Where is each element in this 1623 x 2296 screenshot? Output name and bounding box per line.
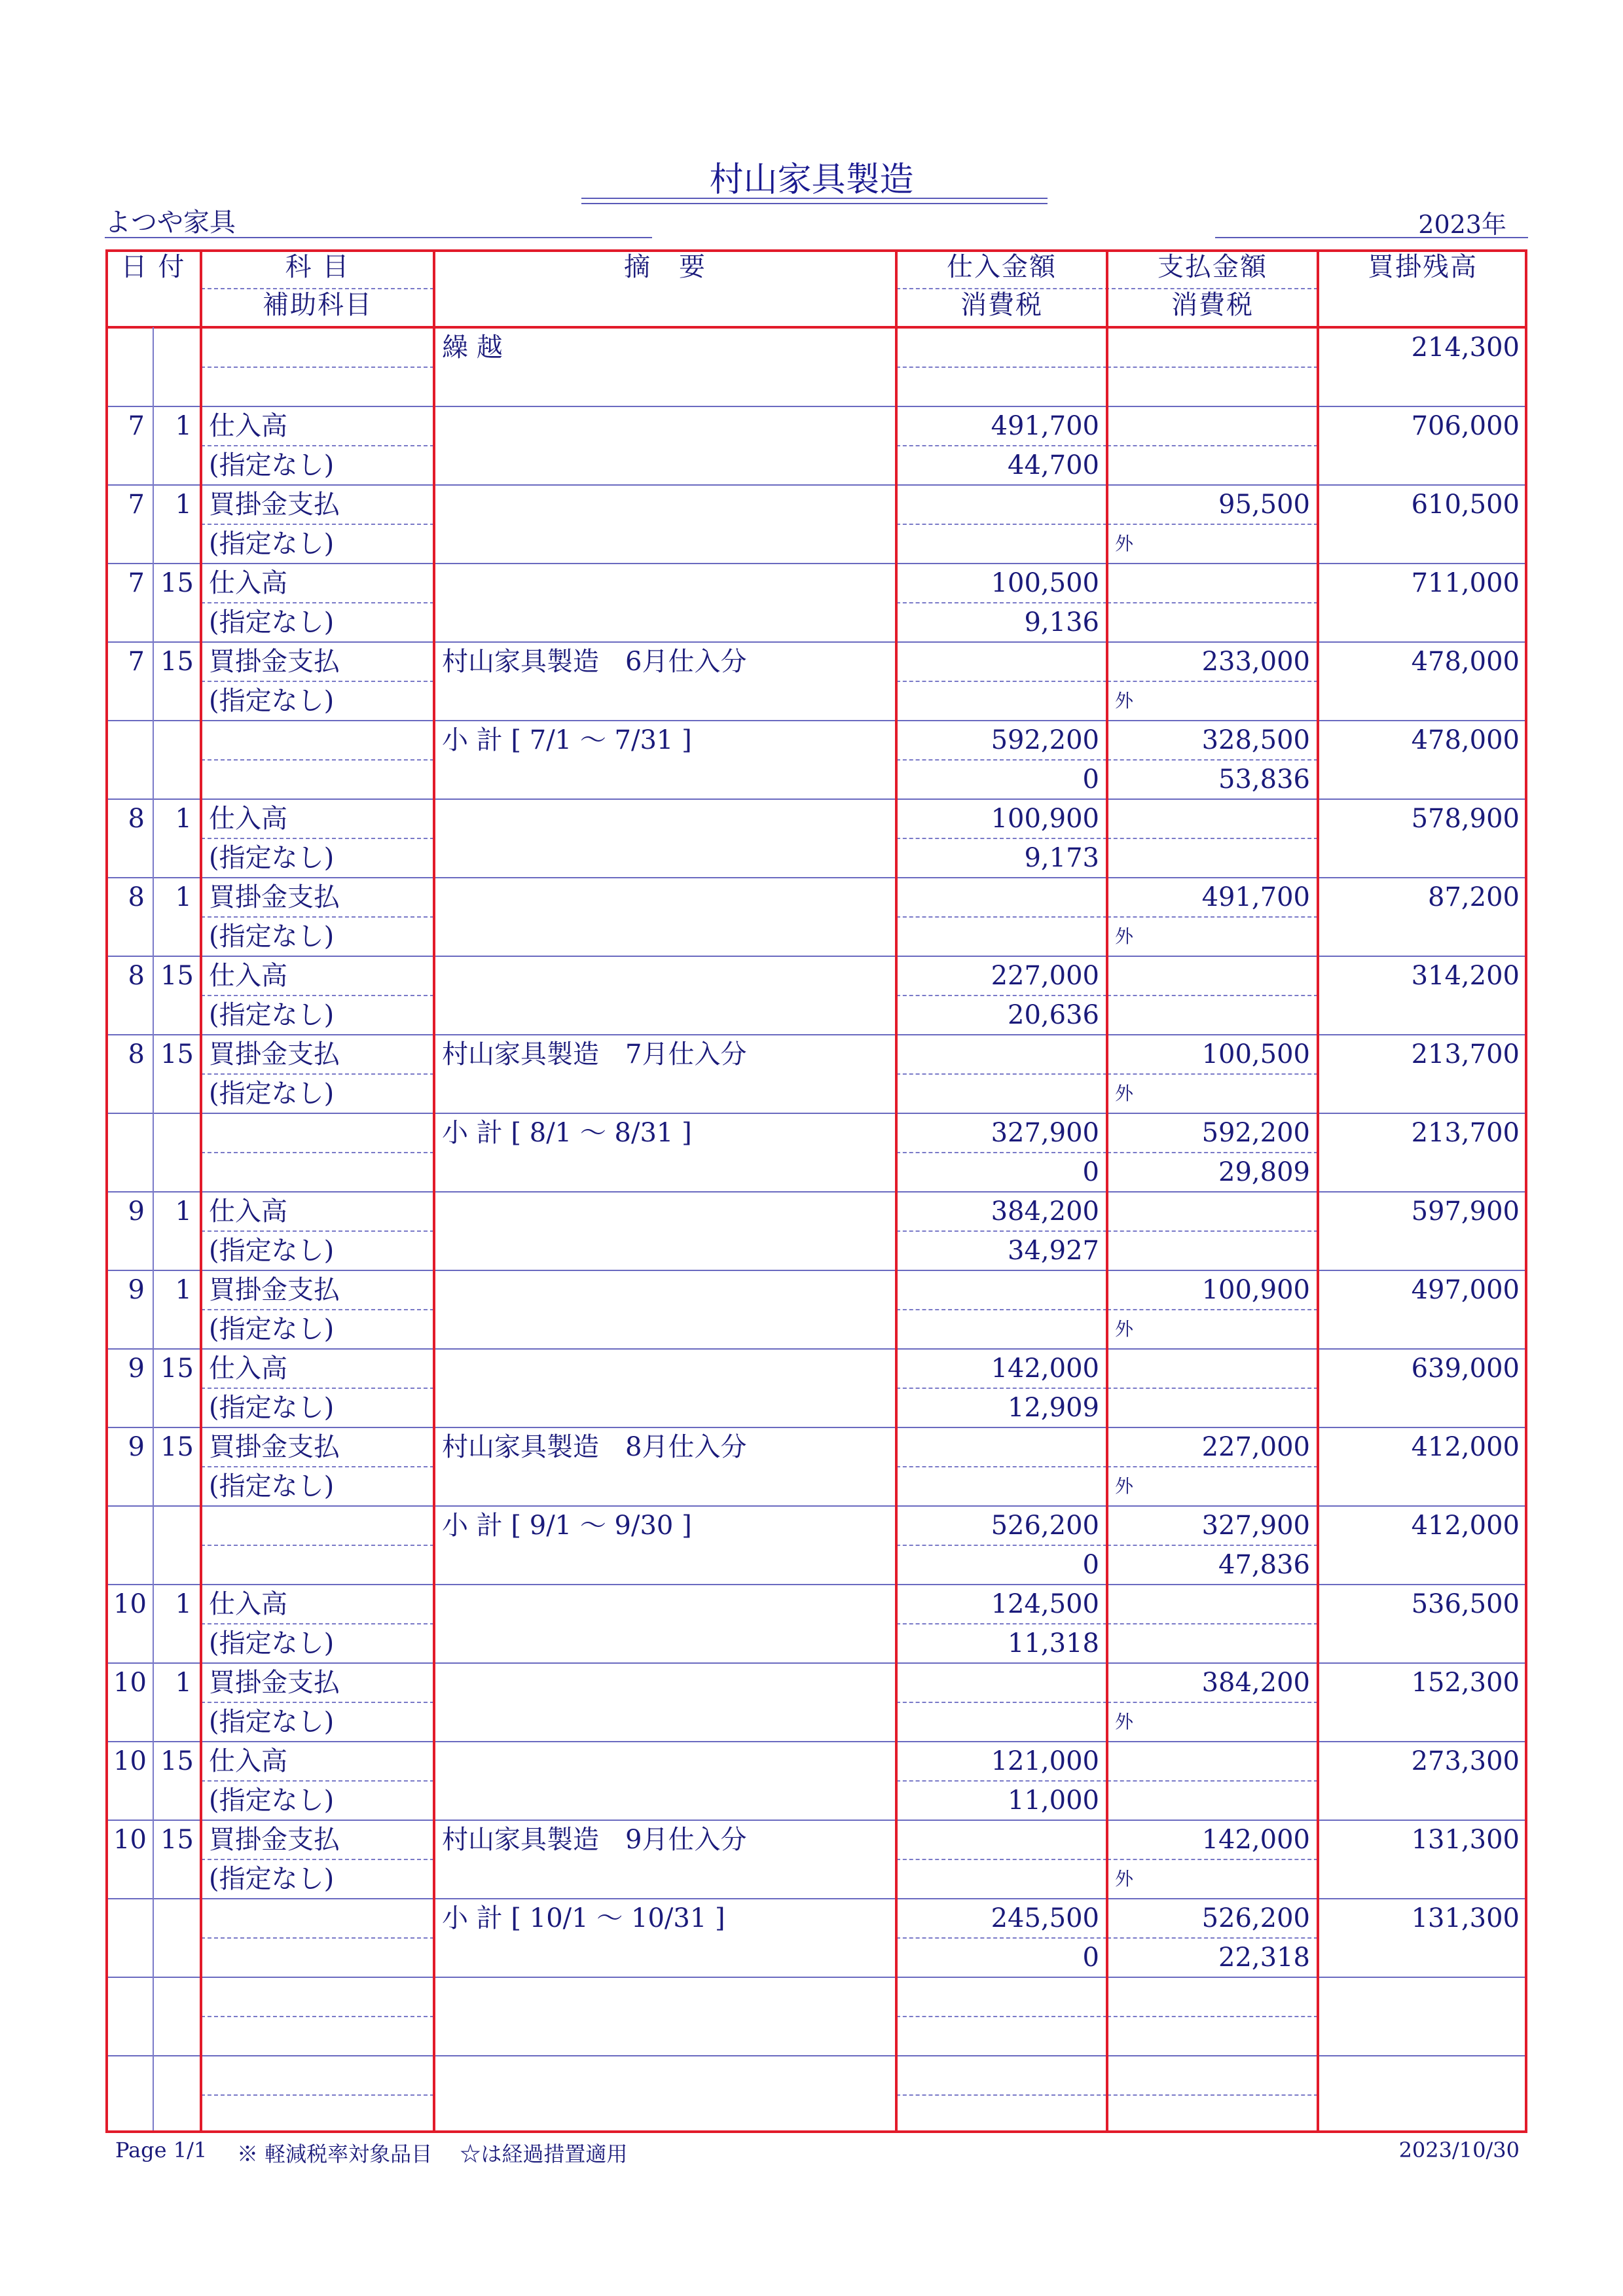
row-day: 1 bbox=[175, 882, 192, 912]
row-account: 仕入高 bbox=[209, 1589, 287, 1619]
fiscal-year: 2023年 bbox=[1418, 210, 1506, 239]
row-account: 買掛金支払 bbox=[209, 1275, 340, 1305]
row-account: 仕入高 bbox=[209, 1354, 287, 1384]
table-frame bbox=[105, 249, 1527, 2133]
row-purchase: 491,700 bbox=[991, 411, 1099, 441]
row-month: 7 bbox=[128, 568, 145, 598]
row-sub-account: (指定なし) bbox=[209, 1628, 335, 1659]
row-payment: 142,000 bbox=[1201, 1825, 1310, 1855]
header-sub-account: 補助科目 bbox=[263, 290, 373, 320]
header-payment-tax: 消費税 bbox=[1171, 290, 1254, 320]
row-day: 15 bbox=[160, 961, 194, 991]
row-balance: 214,300 bbox=[1411, 332, 1520, 363]
row-sub-account: (指定なし) bbox=[209, 607, 335, 637]
row-purchase: 245,500 bbox=[991, 1903, 1099, 1933]
row-memo: 繰 越 bbox=[442, 332, 503, 363]
row-month: 10 bbox=[113, 1589, 147, 1619]
row-sub-account: (指定なし) bbox=[209, 1864, 335, 1894]
header-balance: 買掛残高 bbox=[1368, 252, 1478, 282]
header-payment: 支払金額 bbox=[1158, 252, 1267, 282]
row-account: 仕入高 bbox=[209, 1196, 287, 1227]
row-day: 1 bbox=[175, 411, 192, 441]
row-purchase: 124,500 bbox=[991, 1589, 1099, 1619]
row-month: 7 bbox=[128, 647, 145, 677]
row-account: 買掛金支払 bbox=[209, 1432, 340, 1462]
row-month: 8 bbox=[128, 882, 145, 912]
row-balance: 639,000 bbox=[1411, 1354, 1520, 1384]
row-payment: 526,200 bbox=[1201, 1903, 1310, 1933]
row-sub-account: (指定なし) bbox=[209, 1000, 335, 1030]
row-balance: 706,000 bbox=[1411, 411, 1520, 441]
row-memo: 村山家具製造 6月仕入分 bbox=[442, 647, 747, 677]
row-month: 9 bbox=[128, 1196, 145, 1227]
header-date: 日 付 bbox=[120, 252, 186, 282]
row-balance: 131,300 bbox=[1411, 1903, 1520, 1933]
row-balance: 578,900 bbox=[1411, 804, 1520, 834]
row-day: 15 bbox=[160, 568, 194, 598]
row-memo: 小 計 [ 10/1 ～ 10/31 ] bbox=[442, 1903, 725, 1933]
row-sub-account: (指定なし) bbox=[209, 1707, 335, 1737]
row-purchase-tax: 0 bbox=[1082, 1157, 1099, 1187]
row-purchase: 100,900 bbox=[991, 804, 1099, 834]
row-payment: 592,200 bbox=[1201, 1118, 1310, 1148]
row-sub-account: (指定なし) bbox=[209, 1785, 335, 1816]
row-payment: 233,000 bbox=[1201, 647, 1310, 677]
row-payment-tax: 22,318 bbox=[1218, 1943, 1310, 1973]
print-date: 2023/10/30 bbox=[1398, 2138, 1520, 2162]
row-purchase: 142,000 bbox=[991, 1354, 1099, 1384]
row-account: 買掛金支払 bbox=[209, 1039, 340, 1069]
row-purchase-tax: 34,927 bbox=[1008, 1236, 1099, 1266]
row-month: 10 bbox=[113, 1668, 147, 1698]
row-payment-tax: 外 bbox=[1115, 1868, 1134, 1890]
row-account: 買掛金支払 bbox=[209, 1668, 340, 1698]
row-payment: 100,900 bbox=[1201, 1275, 1310, 1305]
row-memo: 村山家具製造 7月仕入分 bbox=[442, 1039, 747, 1069]
row-balance: 131,300 bbox=[1411, 1825, 1520, 1855]
header-memo: 摘 要 bbox=[624, 252, 706, 282]
ledger-table bbox=[105, 249, 1527, 2133]
header-account: 科 目 bbox=[285, 252, 350, 282]
row-month: 8 bbox=[128, 961, 145, 991]
row-account: 買掛金支払 bbox=[209, 490, 340, 520]
row-purchase: 526,200 bbox=[991, 1511, 1099, 1541]
row-payment-tax: 外 bbox=[1115, 690, 1134, 711]
document-title: 村山家具製造 bbox=[709, 160, 914, 200]
row-sub-account: (指定なし) bbox=[209, 922, 335, 952]
row-balance: 711,000 bbox=[1411, 568, 1520, 598]
row-day: 15 bbox=[160, 1746, 194, 1776]
row-payment-tax: 外 bbox=[1115, 925, 1134, 947]
row-day: 15 bbox=[160, 1432, 194, 1462]
client-name: よつや家具 bbox=[105, 207, 236, 238]
row-purchase-tax: 11,000 bbox=[1008, 1785, 1099, 1816]
row-month: 10 bbox=[113, 1825, 147, 1855]
row-purchase-tax: 20,636 bbox=[1008, 1000, 1099, 1030]
row-payment: 100,500 bbox=[1201, 1039, 1310, 1069]
row-purchase-tax: 0 bbox=[1082, 1943, 1099, 1973]
title-underline bbox=[581, 198, 1048, 199]
row-purchase: 100,500 bbox=[991, 568, 1099, 598]
header-purchase-tax: 消費税 bbox=[960, 290, 1043, 320]
row-month: 10 bbox=[113, 1746, 147, 1776]
row-payment: 491,700 bbox=[1201, 882, 1310, 912]
row-balance: 478,000 bbox=[1411, 647, 1520, 677]
row-payment: 95,500 bbox=[1218, 490, 1310, 520]
row-purchase: 384,200 bbox=[991, 1196, 1099, 1227]
row-purchase-tax: 9,173 bbox=[1024, 843, 1099, 873]
row-payment: 227,000 bbox=[1201, 1432, 1310, 1462]
row-payment: 384,200 bbox=[1201, 1668, 1310, 1698]
row-account: 仕入高 bbox=[209, 568, 287, 598]
client-underline bbox=[105, 237, 652, 238]
title-underline-double bbox=[581, 203, 1048, 204]
row-account: 買掛金支払 bbox=[209, 1825, 340, 1855]
row-account: 買掛金支払 bbox=[209, 647, 340, 677]
year-underline bbox=[1215, 237, 1528, 238]
row-account: 買掛金支払 bbox=[209, 882, 340, 912]
row-day: 15 bbox=[160, 1039, 194, 1069]
row-balance: 536,500 bbox=[1411, 1589, 1520, 1619]
row-memo: 村山家具製造 8月仕入分 bbox=[442, 1432, 747, 1462]
row-sub-account: (指定なし) bbox=[209, 1079, 335, 1109]
row-month: 8 bbox=[128, 1039, 145, 1069]
row-account: 仕入高 bbox=[209, 804, 287, 834]
row-purchase: 227,000 bbox=[991, 961, 1099, 991]
row-month: 7 bbox=[128, 411, 145, 441]
header-purchase: 仕入金額 bbox=[947, 252, 1057, 282]
row-sub-account: (指定なし) bbox=[209, 1314, 335, 1344]
row-month: 9 bbox=[128, 1354, 145, 1384]
row-month: 9 bbox=[128, 1432, 145, 1462]
row-day: 1 bbox=[175, 1668, 192, 1698]
row-account: 仕入高 bbox=[209, 961, 287, 991]
row-balance: 412,000 bbox=[1411, 1432, 1520, 1462]
row-month: 7 bbox=[128, 490, 145, 520]
row-balance: 497,000 bbox=[1411, 1275, 1520, 1305]
row-day: 1 bbox=[175, 804, 192, 834]
row-sub-account: (指定なし) bbox=[209, 529, 335, 559]
row-payment-tax: 外 bbox=[1115, 1083, 1134, 1104]
row-sub-account: (指定なし) bbox=[209, 450, 335, 480]
row-account: 仕入高 bbox=[209, 1746, 287, 1776]
row-day: 15 bbox=[160, 647, 194, 677]
row-payment-tax: 47,836 bbox=[1218, 1550, 1310, 1580]
row-payment-tax: 53,836 bbox=[1218, 764, 1310, 795]
row-month: 8 bbox=[128, 804, 145, 834]
row-balance: 314,200 bbox=[1411, 961, 1520, 991]
row-day: 1 bbox=[175, 490, 192, 520]
row-payment-tax: 外 bbox=[1115, 1318, 1134, 1340]
row-payment-tax: 29,809 bbox=[1218, 1157, 1310, 1187]
footer-note: ※ 軽減税率対象品目 ☆は経過措置適用 bbox=[237, 2142, 628, 2166]
row-balance: 412,000 bbox=[1411, 1511, 1520, 1541]
row-payment: 328,500 bbox=[1201, 725, 1310, 755]
row-balance: 213,700 bbox=[1411, 1039, 1520, 1069]
row-account: 仕入高 bbox=[209, 411, 287, 441]
row-purchase: 121,000 bbox=[991, 1746, 1099, 1776]
row-payment-tax: 外 bbox=[1115, 1711, 1134, 1732]
row-sub-account: (指定なし) bbox=[209, 686, 335, 716]
row-purchase-tax: 9,136 bbox=[1024, 607, 1099, 637]
row-balance: 213,700 bbox=[1411, 1118, 1520, 1148]
row-payment-tax: 外 bbox=[1115, 533, 1134, 554]
row-balance: 152,300 bbox=[1411, 1668, 1520, 1698]
row-balance: 273,300 bbox=[1411, 1746, 1520, 1776]
row-purchase-tax: 44,700 bbox=[1008, 450, 1099, 480]
row-month: 9 bbox=[128, 1275, 145, 1305]
row-purchase-tax: 11,318 bbox=[1008, 1628, 1099, 1659]
row-purchase-tax: 12,909 bbox=[1008, 1393, 1099, 1423]
row-day: 1 bbox=[175, 1275, 192, 1305]
row-memo: 小 計 [ 9/1 ～ 9/30 ] bbox=[442, 1511, 692, 1541]
row-purchase-tax: 0 bbox=[1082, 764, 1099, 795]
row-sub-account: (指定なし) bbox=[209, 1393, 335, 1423]
page-number: Page 1/1 bbox=[115, 2138, 208, 2162]
row-balance: 610,500 bbox=[1411, 490, 1520, 520]
row-payment-tax: 外 bbox=[1115, 1475, 1134, 1497]
row-day: 15 bbox=[160, 1354, 194, 1384]
row-memo: 小 計 [ 7/1 ～ 7/31 ] bbox=[442, 725, 692, 755]
row-purchase: 592,200 bbox=[991, 725, 1099, 755]
row-memo: 村山家具製造 9月仕入分 bbox=[442, 1825, 747, 1855]
row-balance: 478,000 bbox=[1411, 725, 1520, 755]
row-sub-account: (指定なし) bbox=[209, 1236, 335, 1266]
row-balance: 597,900 bbox=[1411, 1196, 1520, 1227]
row-payment: 327,900 bbox=[1201, 1511, 1310, 1541]
row-sub-account: (指定なし) bbox=[209, 843, 335, 873]
row-purchase-tax: 0 bbox=[1082, 1550, 1099, 1580]
row-sub-account: (指定なし) bbox=[209, 1471, 335, 1501]
row-day: 15 bbox=[160, 1825, 194, 1855]
row-purchase: 327,900 bbox=[991, 1118, 1099, 1148]
row-memo: 小 計 [ 8/1 ～ 8/31 ] bbox=[442, 1118, 692, 1148]
row-balance: 87,200 bbox=[1428, 882, 1520, 912]
row-day: 1 bbox=[175, 1589, 192, 1619]
row-day: 1 bbox=[175, 1196, 192, 1227]
